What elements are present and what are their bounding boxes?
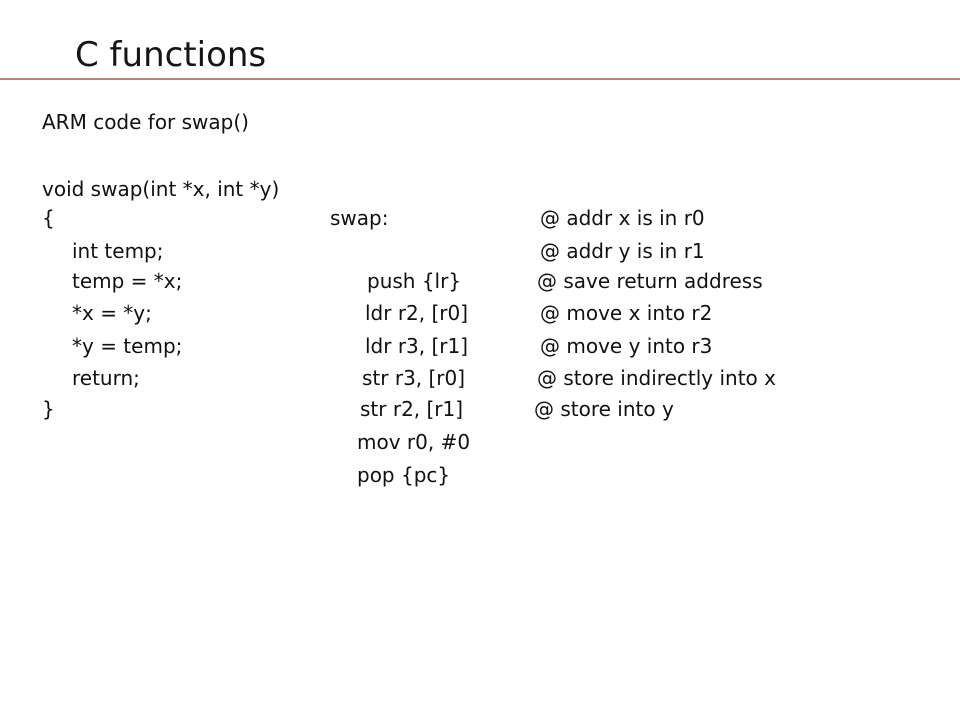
c-code-line: void swap(int *x, int *y) [42, 177, 280, 201]
c-code-line: return; [72, 366, 140, 390]
asm-code-line: ldr r2, [r0] [365, 301, 469, 325]
c-code-line: } [42, 397, 55, 421]
asm-code-line: push {lr} [367, 269, 462, 293]
asm-code-line: str r3, [r0] [362, 366, 466, 390]
c-code-line: { [42, 206, 55, 230]
asm-code-line: pop {pc} [357, 463, 451, 487]
asm-code-line: str r2, [r1] [360, 397, 464, 421]
asm-code-line: ldr r3, [r1] [365, 334, 469, 358]
asm-comment: @ save return address [537, 269, 763, 293]
asm-code-line: mov r0, #0 [357, 430, 471, 454]
asm-comment: @ store into y [534, 397, 674, 421]
c-code-line: *y = temp; [72, 334, 183, 358]
asm-comment: @ store indirectly into x [537, 366, 776, 390]
title-divider [0, 78, 960, 80]
c-code-line: *x = *y; [72, 301, 152, 325]
asm-comment: @ move x into r2 [540, 301, 713, 325]
asm-comment: @ addr y is in r1 [540, 239, 705, 263]
asm-comment: @ addr x is in r0 [540, 206, 705, 230]
asm-code-line: swap: [330, 206, 389, 230]
asm-comment: @ move y into r3 [540, 334, 713, 358]
slide-subtitle: ARM code for swap() [42, 110, 249, 134]
c-code-line: int temp; [72, 239, 164, 263]
c-code-line: temp = *x; [72, 269, 183, 293]
slide-title: C functions [75, 35, 267, 75]
